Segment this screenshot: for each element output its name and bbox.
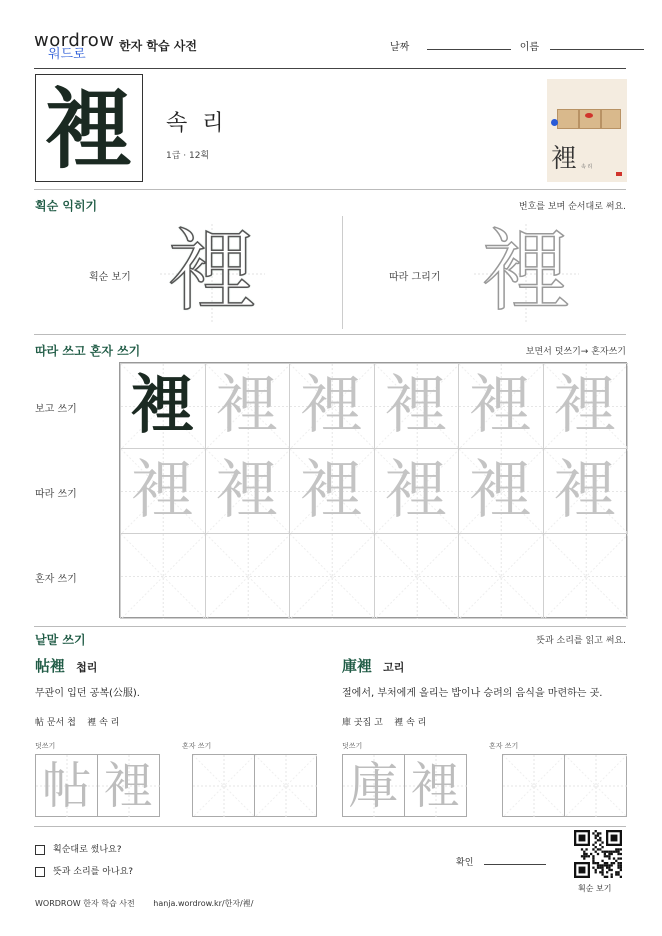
- trace-label: 덧쓰기: [35, 742, 56, 750]
- date-label: 날짜: [390, 42, 410, 53]
- logo: [34, 32, 114, 62]
- checklist: [35, 842, 133, 886]
- solo-label: 혼자 쓰기: [489, 742, 519, 750]
- practice-row-label: 혼자 쓰기: [35, 574, 77, 585]
- hero-character: 裡: [44, 77, 133, 181]
- stroke-section-note: 번호를 보며 순서대로 써요.: [518, 202, 626, 212]
- practice-row-label: 보고 쓰기: [35, 404, 77, 415]
- trace-label: 덧쓰기: [342, 742, 363, 750]
- practice-cell[interactable]: [458, 448, 544, 534]
- confirm-field[interactable]: [484, 854, 546, 865]
- qr-code-icon[interactable]: [574, 830, 622, 878]
- cell-guide-icon: [193, 755, 255, 817]
- stroke-trace-character: 裡: [481, 219, 572, 324]
- practice-cell-char: [290, 534, 374, 618]
- hero-meta: 1급 · 12획: [166, 151, 210, 161]
- word-trace-char: 庫: [348, 756, 399, 815]
- word-reading: 고리: [383, 661, 405, 674]
- practice-cell[interactable]: [120, 363, 206, 449]
- practice-cell[interactable]: [458, 533, 544, 619]
- practice-cell-char: 裡: [384, 369, 449, 443]
- word-breakdown: 帖 문서 첩 裡 속 리: [35, 718, 120, 728]
- checkbox[interactable]: [35, 845, 45, 855]
- footer-brand: WORDROW 한자 학습 사전: [35, 899, 135, 908]
- thumbnail-reading: 속 리: [581, 164, 593, 170]
- words-section-title: 낱말 쓰기: [35, 633, 86, 647]
- word-solo-cell[interactable]: [254, 754, 317, 817]
- qr-label: 획순 보기: [578, 884, 612, 893]
- word-trace-char: 裡: [410, 756, 461, 815]
- practice-cell[interactable]: [289, 363, 375, 449]
- word-trace-cell[interactable]: [35, 754, 98, 817]
- check-item-label: 획순대로 썼나요?: [53, 845, 122, 855]
- thumbnail-character: 裡: [551, 144, 578, 174]
- header-title: 한자 학습 사전: [119, 39, 197, 53]
- practice-cell-char: 裡: [384, 454, 449, 528]
- check-item-label: 뜻과 소리를 아나요?: [53, 867, 134, 877]
- words-section-note: 뜻과 소리를 읽고 써요.: [536, 636, 626, 646]
- cell-guide-icon: [255, 755, 317, 817]
- word-meaning: 절에서, 부처에게 올리는 밥이나 승려의 음식을 마련하는 곳.: [342, 688, 603, 699]
- footer-url[interactable]: hanja.wordrow.kr/한자/裡/: [153, 899, 254, 908]
- stroke-order-diagram: [160, 219, 265, 324]
- logo-korean: 워드로: [48, 47, 86, 62]
- practice-cell[interactable]: [120, 448, 206, 534]
- practice-cell[interactable]: [374, 363, 460, 449]
- name-field[interactable]: [550, 39, 644, 50]
- practice-cell[interactable]: [120, 533, 206, 619]
- name-label: 이름: [519, 42, 540, 53]
- date-field[interactable]: [427, 39, 511, 50]
- word-solo-cell[interactable]: [564, 754, 627, 817]
- practice-cell[interactable]: [374, 448, 460, 534]
- practice-cell-char: 裡: [299, 369, 364, 443]
- cell-guide-icon: [565, 755, 627, 817]
- practice-cell-char: 裡: [130, 368, 195, 443]
- word-solo-cell[interactable]: [192, 754, 255, 817]
- practice-cell[interactable]: [205, 448, 291, 534]
- word-reading: 첩리: [76, 661, 98, 674]
- stroke-trace-label: 따라 그리기: [389, 272, 441, 283]
- practice-cell-char: 裡: [468, 369, 533, 443]
- practice-grid: [35, 362, 627, 618]
- word-trace-cell[interactable]: [404, 754, 467, 817]
- cell-guide-icon: [503, 755, 565, 817]
- practice-cell-char: 裡: [299, 454, 364, 528]
- word-trace-char: 裡: [103, 756, 154, 815]
- thumbnail-boxes: [553, 105, 621, 129]
- practice-cell[interactable]: [205, 533, 291, 619]
- practice-cell[interactable]: [543, 363, 629, 449]
- hero-char-box: [35, 74, 143, 182]
- practice-section-title: 따라 쓰고 혼자 쓰기: [35, 344, 141, 358]
- practice-cell[interactable]: [289, 448, 375, 534]
- qr-pattern: [574, 830, 622, 878]
- word-meaning: 무관이 입던 공복(公服).: [35, 688, 140, 699]
- practice-section-note: 보면서 덧쓰기→ 혼자쓰기: [525, 347, 626, 357]
- stroke-order-character: 裡: [167, 219, 258, 324]
- practice-cell-char: [121, 534, 205, 618]
- practice-cell-char: [459, 534, 543, 618]
- practice-cell-char: 裡: [553, 454, 618, 528]
- check-item[interactable]: [35, 864, 133, 886]
- practice-cell[interactable]: [543, 533, 629, 619]
- practice-cell[interactable]: [205, 363, 291, 449]
- confirm-label: 확인: [456, 858, 474, 868]
- word-breakdown: 庫 곳집 고 裡 속 리: [342, 718, 427, 728]
- word-hanja: 庫裡: [342, 657, 373, 675]
- check-item[interactable]: [35, 842, 133, 864]
- practice-cell[interactable]: [458, 363, 544, 449]
- practice-cell-char: [206, 534, 290, 618]
- practice-cell[interactable]: [289, 533, 375, 619]
- stroke-section-title: 획순 익히기: [35, 199, 98, 213]
- logo-wordrow: wordrow: [34, 30, 115, 51]
- solo-label: 혼자 쓰기: [182, 742, 212, 750]
- word-hanja: 帖裡: [35, 657, 66, 675]
- practice-cell-char: 裡: [215, 369, 280, 443]
- word-trace-char: 帖: [41, 756, 92, 815]
- hero-thumbnail: [547, 79, 627, 182]
- word-trace-cell[interactable]: [342, 754, 405, 817]
- practice-cell-char: 裡: [553, 369, 618, 443]
- practice-cell[interactable]: [374, 533, 460, 619]
- word-solo-cell[interactable]: [502, 754, 565, 817]
- practice-cell-char: [375, 534, 459, 618]
- hero-reading: 속 리: [166, 111, 228, 136]
- practice-cell-char: 裡: [468, 454, 533, 528]
- word-trace-cell[interactable]: [97, 754, 160, 817]
- practice-row-label: 따라 쓰기: [35, 489, 77, 500]
- stroke-trace-diagram[interactable]: [474, 219, 579, 324]
- stroke-view-label: 획순 보기: [89, 272, 131, 283]
- practice-cell-char: 裡: [130, 454, 195, 528]
- practice-cell-char: 裡: [215, 454, 280, 528]
- practice-cell[interactable]: [543, 448, 629, 534]
- practice-cell-char: [544, 534, 628, 618]
- checkbox[interactable]: [35, 867, 45, 877]
